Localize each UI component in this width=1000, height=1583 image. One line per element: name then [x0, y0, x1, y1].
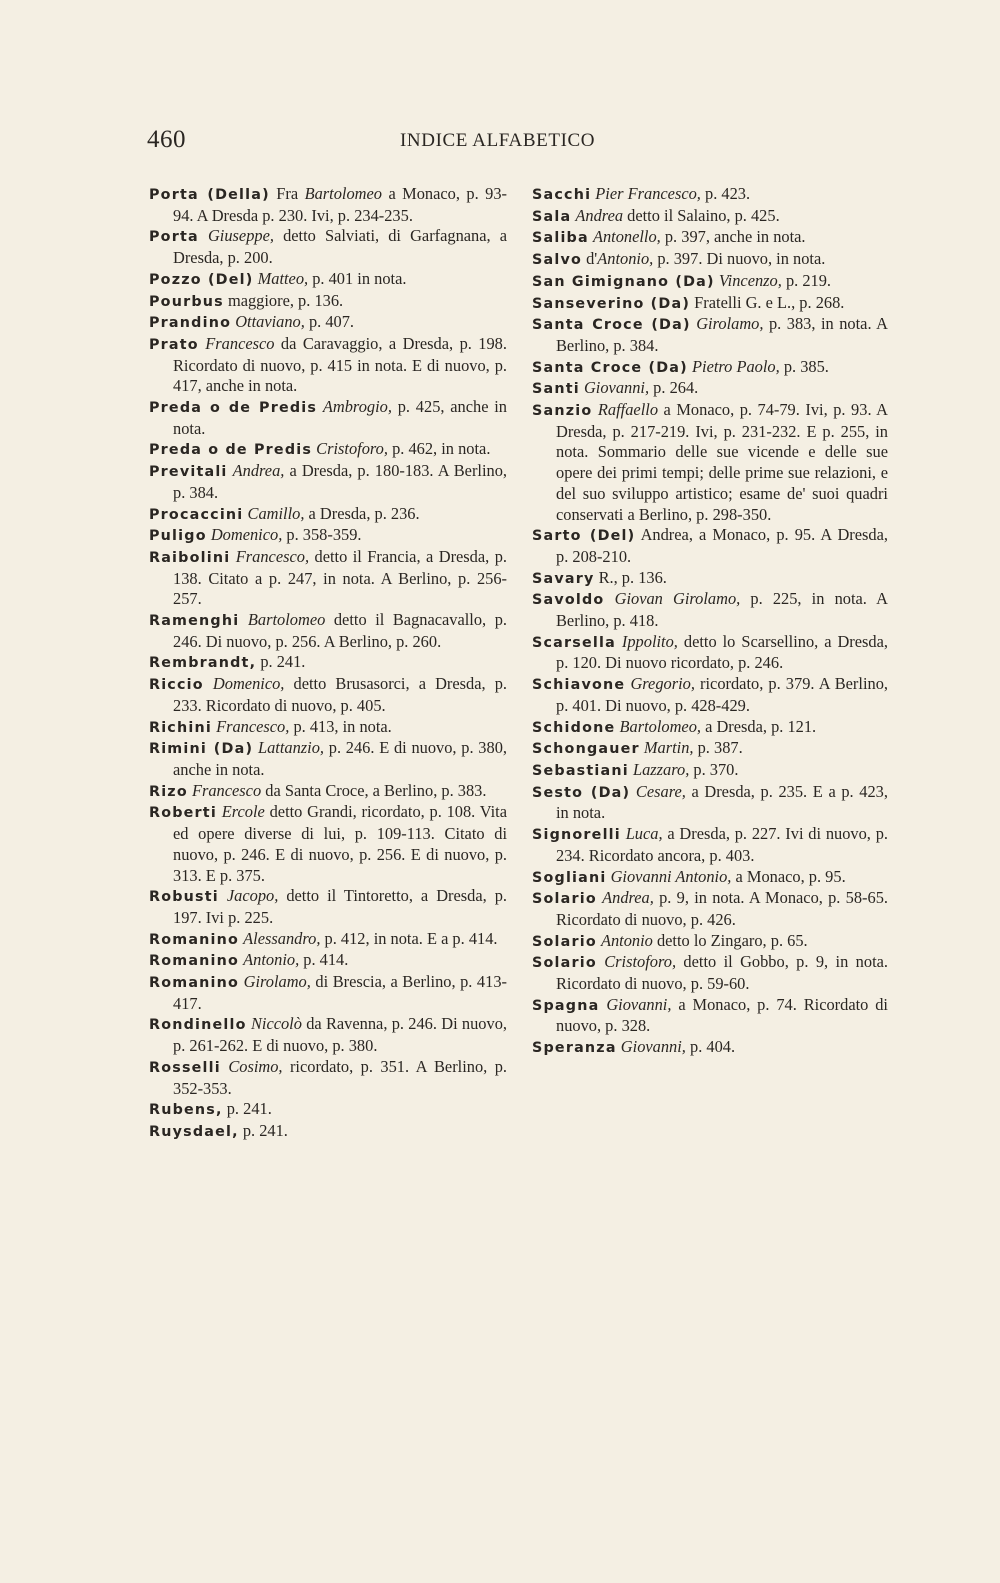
index-entry: [149, 652, 507, 674]
index-entry: [149, 717, 507, 739]
entry-name: Antonio,: [597, 249, 654, 269]
entry-text: a Dresda, p. 121.: [701, 716, 817, 736]
entry-heading: Santa Croce (Da): [532, 317, 691, 334]
entry-heading: Ruysdael,: [149, 1123, 239, 1140]
entry-name: Giovanni,: [606, 994, 672, 1014]
entry-heading: Santa Croce (Da): [532, 359, 688, 376]
index-entry: [149, 1121, 507, 1143]
entry-text: a Monaco, p. 95.: [731, 866, 846, 886]
entry-name: Giovanni,: [583, 378, 650, 398]
entry-heading: Solario: [532, 933, 597, 950]
index-entry: [532, 738, 888, 760]
entry-text: p. 387.: [693, 738, 743, 758]
entry-heading: Salvo: [532, 252, 582, 269]
entry-heading: Rubens,: [149, 1102, 223, 1119]
entry-name: Cosimo,: [228, 1056, 283, 1076]
entry-text: di Brescia, a Berlino, p. 413-417.: [173, 972, 507, 1013]
entry-heading: Prandino: [149, 315, 232, 332]
entry-text: p. 414.: [299, 950, 349, 970]
entry-name: Lazzaro,: [632, 759, 690, 779]
entry-text: [219, 886, 227, 905]
entry-heading: Pozzo (Del): [149, 271, 254, 288]
entry-name: Ercole: [221, 802, 265, 822]
entry-text: Fratelli G. e L., p. 268.: [690, 292, 845, 312]
entry-name: Francesco,: [216, 716, 290, 736]
entry-text: d': [582, 249, 598, 269]
index-entry: [149, 312, 507, 334]
entry-text: [604, 589, 614, 608]
index-entry: [532, 249, 888, 271]
entry-text: [239, 610, 248, 629]
entry-name: Alessandro,: [243, 928, 321, 948]
index-entry: [149, 184, 507, 226]
entry-heading: Sarto (Del): [532, 528, 636, 545]
entry-heading: Roberti: [149, 805, 217, 822]
entry-heading: San Gimignano (Da): [532, 273, 715, 290]
index-entry: [532, 293, 888, 315]
entry-heading: Saliba: [532, 230, 589, 247]
entry-text: p. 370.: [689, 759, 739, 779]
entry-text: p. 241.: [256, 652, 306, 672]
entry-text: detto Salviati, di Garfagnana, a Dresda, p. 200.: [173, 226, 507, 268]
running-title: INDICE ALFABETICO: [400, 130, 596, 151]
entry-heading: Schidone: [532, 719, 616, 736]
entry-name: Luca,: [625, 824, 663, 844]
index-entry: [532, 717, 888, 739]
entry-text: p. 358-359.: [282, 525, 362, 545]
entry-name: Matteo,: [257, 268, 309, 288]
entry-name: Francesco,: [235, 546, 310, 566]
entry-heading: Porta: [149, 229, 199, 246]
entry-name: Giovanni,: [620, 1037, 686, 1057]
entry-text: p. 412, in nota. E a p. 414.: [320, 928, 498, 948]
entry-heading: Rondinello: [149, 1017, 247, 1034]
index-entry: [532, 674, 888, 716]
entry-name: Cesare,: [635, 781, 686, 801]
entry-heading: Solario: [532, 891, 597, 908]
entry-heading: Sanzio: [532, 403, 593, 420]
entry-heading: Sanseverino (Da): [532, 295, 691, 312]
entry-heading: Solario: [532, 955, 597, 972]
index-entry: [532, 995, 888, 1037]
entry-text: p. 423.: [700, 184, 751, 203]
entry-text: detto il Salaino, p. 425.: [623, 205, 780, 225]
index-entry: [149, 1014, 507, 1056]
index-entry: [149, 950, 507, 972]
entry-text: detto lo Zingaro, p. 65.: [652, 930, 808, 950]
entry-name: Domenico,: [212, 674, 285, 694]
index-entry: [532, 400, 888, 525]
entry-name: Bartolomeo: [247, 610, 326, 630]
entry-text: a Monaco, p. 74. Ricordato di nuovo, p. 328.: [556, 994, 888, 1036]
entry-text: p. 397, anche in nota.: [660, 227, 806, 247]
entry-name: Lattanzio,: [257, 738, 324, 758]
entry-text: p. 241.: [238, 1120, 288, 1140]
index-entry: [149, 334, 507, 397]
index-entry: [149, 397, 507, 439]
entry-text: p. 219.: [781, 270, 832, 290]
entry-heading: Schiavone: [532, 677, 626, 694]
entry-text: p. 401 in nota.: [308, 268, 407, 288]
entry-heading: Romanino: [149, 975, 240, 992]
index-entry: [149, 674, 507, 716]
entry-heading: Romanino: [149, 953, 240, 970]
entry-heading: Rizo: [149, 783, 188, 800]
entry-text: p. 264.: [649, 378, 699, 398]
entry-name: Cristoforo,: [604, 952, 677, 972]
entry-text: detto il Tintoretto, a Dresda, p. 197. Ivi p. 225.: [173, 886, 507, 927]
entry-heading: Schongauer: [532, 741, 640, 758]
entry-heading: Rimini (Da): [149, 741, 254, 758]
index-entry: [532, 888, 888, 930]
entry-text: detto Brusasorci, a Dresda, p. 233. Ricordato di nuovo, p. 405.: [173, 674, 507, 715]
entry-name: Antonio,: [243, 950, 300, 970]
entry-name: Pier Francesco,: [595, 184, 701, 203]
entry-name: Martin,: [643, 738, 694, 758]
entry-heading: Sala: [532, 208, 572, 225]
entry-heading: Rembrandt,: [149, 655, 257, 672]
entry-heading: Preda o de Predis: [149, 400, 318, 417]
entry-text: p. 246. E di nuovo, p. 380, anche in nota.: [173, 738, 507, 779]
entry-text: R., p. 136.: [594, 567, 667, 587]
entry-heading: Santi: [532, 381, 580, 398]
entry-name: Girolamo,: [696, 314, 764, 334]
entry-name: Giovanni Antonio,: [610, 866, 732, 886]
page-number: 460: [147, 126, 186, 153]
entry-heading: Signorelli: [532, 827, 621, 844]
index-entry: [532, 867, 888, 889]
entry-name: Francesco: [205, 333, 275, 353]
entry-heading: Rosselli: [149, 1059, 221, 1076]
entry-name: Giuseppe,: [207, 226, 274, 246]
entry-heading: Ramenghi: [149, 613, 240, 630]
index-entry: [149, 972, 507, 1014]
entry-text: p. 397. Di nuovo, in nota.: [653, 249, 826, 269]
entry-name: Ippolito,: [621, 631, 678, 651]
entry-name: Camillo,: [247, 503, 305, 523]
index-entry: [149, 1099, 507, 1121]
entry-text: p. 225, in nota. A Berlino, p. 418.: [556, 589, 888, 631]
entry-name: Giovan Girolamo,: [614, 589, 741, 609]
entry-heading: Savoldo: [532, 592, 605, 609]
entry-name: Vincenzo,: [718, 270, 782, 290]
entry-heading: Robusti: [149, 889, 219, 906]
index-entry: [149, 781, 507, 803]
entry-name: Francesco: [191, 780, 262, 800]
index-entry: [149, 802, 507, 886]
index-entry: [149, 886, 507, 928]
entry-heading: Prato: [149, 336, 199, 353]
entry-text: da Santa Croce, a Berlino, p. 383.: [261, 780, 487, 800]
entry-heading: Riccio: [149, 677, 204, 694]
index-column-right: [532, 184, 888, 1059]
index-entry: [532, 206, 888, 228]
entry-name: Antonello,: [592, 227, 661, 247]
index-entry: [532, 931, 888, 953]
entry-heading: Romanino: [149, 931, 240, 948]
entry-name: Andrea,: [232, 461, 285, 481]
index-entry: [149, 1057, 507, 1099]
entry-name: Antonio: [600, 930, 653, 950]
index-entry: [532, 271, 888, 293]
index-entry: [149, 525, 507, 547]
entry-text: p. 383, in nota. A Berlino, p. 384.: [556, 314, 888, 355]
entry-text: p. 241.: [222, 1099, 272, 1119]
entry-text: maggiore, p. 136.: [223, 290, 344, 310]
entry-heading: Sesto (Da): [532, 784, 631, 801]
index-entry: [149, 439, 507, 461]
entry-name: Domenico,: [210, 525, 283, 545]
entry-text: a Monaco, p. 93-94. A Dresda p. 230. Ivi, p. 234-235.: [173, 184, 507, 225]
index-entry: [532, 952, 888, 994]
entry-heading: Sebastiani: [532, 762, 629, 779]
entry-text: p. 425, anche in nota.: [173, 397, 507, 438]
entry-text: p. 413, in nota.: [289, 716, 392, 736]
index-entry: [149, 269, 507, 291]
entry-text: a Dresda, p. 235. E a p. 423, in nota.: [556, 781, 888, 823]
entry-text: detto il Francia, a Dresda, p. 138. Citato a p. 247, in nota. A Berlino, p. 256-257.: [173, 546, 507, 609]
entry-text: p. 462, in nota.: [387, 439, 491, 459]
index-entry: [532, 760, 888, 782]
entry-heading: Procaccini: [149, 506, 244, 523]
entry-name: Niccolò: [250, 1014, 302, 1034]
entry-name: Bartolomeo,: [619, 716, 701, 736]
entry-text: ricordato, p. 351. A Berlino, p. 352-353.: [173, 1056, 507, 1098]
index-entry: [149, 738, 507, 780]
entry-name: Pietro Paolo,: [692, 356, 780, 376]
entry-heading: Pourbus: [149, 293, 224, 310]
entry-text: Andrea, a Monaco, p. 95. A Dresda, p. 208-210.: [556, 525, 888, 566]
index-entry: [149, 461, 507, 503]
entry-name: Gregorio,: [630, 674, 695, 694]
entry-name: Ottaviano,: [235, 312, 305, 332]
entry-heading: Scarsella: [532, 634, 616, 651]
entry-text: detto Grandi, ricordato, p. 108. Vita ed opere diverse di lui, p. 109-113. Citato di nuovo, p. 246. E di nuovo, p. 256. E di nuovo, p. 313. E p. 375.: [173, 802, 507, 885]
entry-text: p. 404.: [685, 1037, 736, 1057]
entry-heading: Previtali: [149, 464, 228, 481]
entry-text: Fra: [269, 184, 305, 203]
index-entry: [149, 610, 507, 652]
index-entry: [149, 504, 507, 526]
entry-heading: Spagna: [532, 997, 600, 1014]
entry-heading: Puligo: [149, 528, 207, 545]
entry-heading: Raibolini: [149, 549, 231, 566]
entry-heading: Speranza: [532, 1040, 617, 1057]
entry-text: da Caravaggio, a Dresda, p. 198. Ricordato di nuovo, p. 415 in nota. E di nuovo, p. 417, anche in nota.: [173, 333, 507, 396]
index-entry: [532, 782, 888, 824]
index-entry: [532, 632, 888, 674]
index-entry: [532, 525, 888, 567]
entry-text: p. 407.: [304, 312, 355, 332]
entry-text: p. 9, in nota. A Monaco, p. 58-65. Ricordato di nuovo, p. 426.: [556, 888, 888, 929]
entry-heading: Savary: [532, 570, 595, 587]
index-entry: [532, 184, 888, 206]
entry-name: Bartolomeo: [304, 184, 382, 203]
entry-name: Andrea: [575, 205, 624, 225]
entry-text: detto il Bagnacavallo, p. 246. Di nuovo, p. 256. A Berlino, p. 260.: [173, 610, 507, 651]
entry-text: [204, 674, 213, 693]
entry-text: detto il Gobbo, p. 9, in nota. Ricordato di nuovo, p. 59-60.: [556, 952, 888, 994]
index-entry: [149, 547, 507, 610]
index-entry: [149, 929, 507, 951]
entry-name: Andrea,: [602, 888, 654, 908]
entry-text: a Monaco, p. 74-79. Ivi, p. 93. A Dresda, p. 217-219. Ivi, p. 231-232. E p. 255, in nota. Sommario delle sue vicende e delle sue opere dei primi tempi; delle prime sue relazioni, e del suo sviluppo artistico; esame de' suoi quadri conservati a Berlino, p. 298-350.: [556, 400, 888, 524]
index-entry: [532, 378, 888, 400]
entry-name: Jacopo,: [226, 886, 279, 906]
entry-heading: Richini: [149, 719, 212, 736]
entry-name: Ambrogio,: [322, 397, 392, 417]
index-column-left: [149, 184, 507, 1143]
index-entry: [532, 314, 888, 356]
entry-heading: Sogliani: [532, 869, 607, 886]
entry-heading: Preda o de Predis: [149, 442, 313, 459]
entry-name: Cristoforo,: [316, 439, 388, 459]
entry-heading: Porta (Della): [149, 187, 270, 203]
entry-text: ricordato, p. 379. A Berlino, p. 401. Di nuovo, p. 428-429.: [556, 674, 888, 715]
index-entry: [532, 357, 888, 379]
entry-text: a Dresda, p. 236.: [304, 503, 420, 523]
entry-text: da Ravenna, p. 246. Di nuovo, p. 261-262. E di nuovo, p. 380.: [173, 1014, 507, 1056]
index-entry: [532, 568, 888, 590]
page-header: [147, 126, 867, 162]
entry-name: Girolamo,: [243, 972, 311, 992]
index-entry: [532, 227, 888, 249]
index-entry: [532, 824, 888, 866]
index-entry: [532, 589, 888, 631]
entry-heading: Sacchi: [532, 187, 592, 203]
entry-name: Raffaello: [597, 400, 659, 420]
entry-text: a Dresda, p. 227. Ivi di nuovo, p. 234. Ricordato ancora, p. 403.: [556, 824, 888, 865]
index-entry: [532, 1037, 888, 1059]
entry-text: [199, 226, 208, 245]
entry-text: p. 385.: [779, 356, 829, 376]
entry-text: detto lo Scarsellino, a Dresda, p. 120. Di nuovo ricordato, p. 246.: [556, 631, 888, 673]
index-entry: [149, 226, 507, 268]
entry-text: a Dresda, p. 180-183. A Berlino, p. 384.: [173, 461, 507, 502]
index-entry: [149, 291, 507, 313]
